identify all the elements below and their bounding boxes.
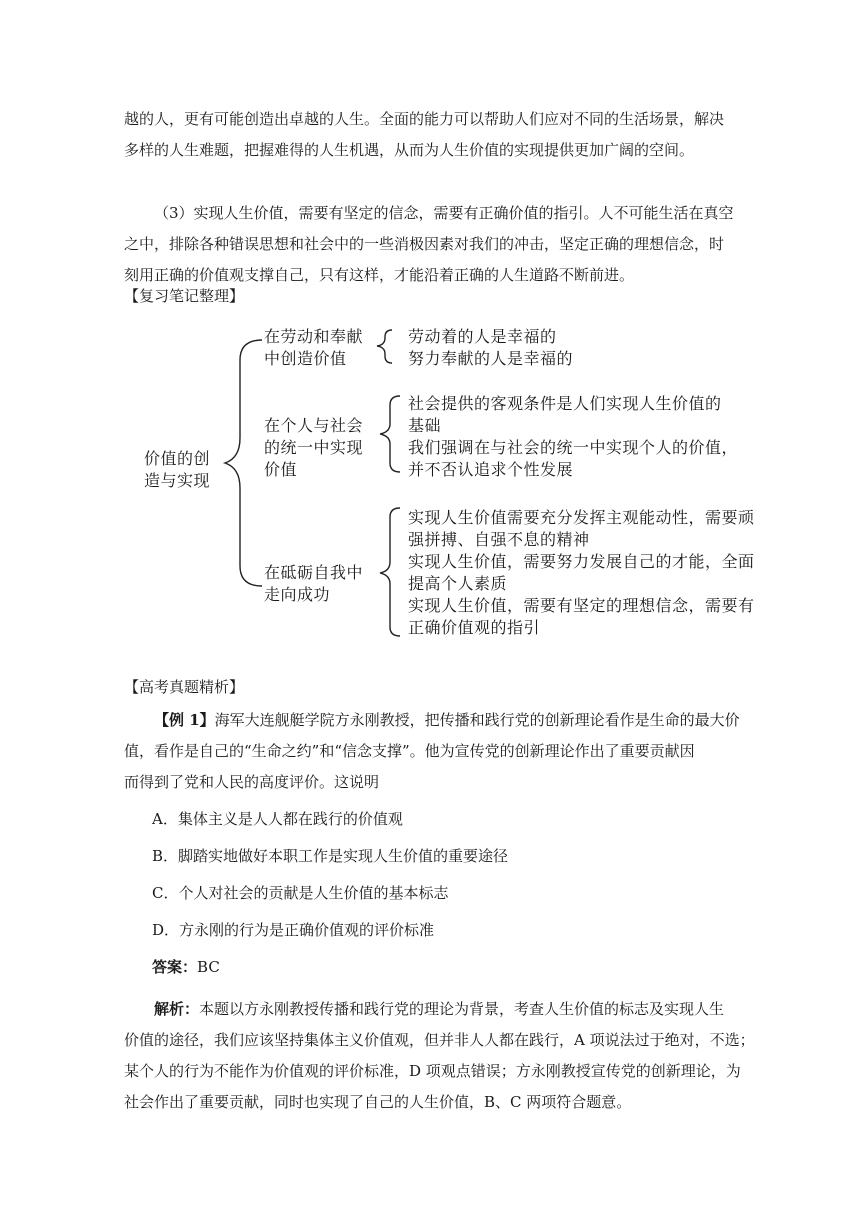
option-d: D．方永刚的行为是正确价值观的评价标准 [152, 921, 435, 939]
analysis-line: 价值的途径，我们应该坚持集体主义价值观，但并非人人都在践行，A 项说法过于绝对，不选； [124, 1031, 755, 1049]
intro-line: 多样的人生难题，把握难得的人生机遇，从而为人生价值的实现提供更加广阔的空间。 [124, 141, 695, 159]
intro-line: 越的人，更有可能创造出卓越的人生。全面的能力可以帮助人们应对不同的生活场景，解决 [124, 110, 725, 128]
mind-map-root: 价值的创 造与实现 [144, 449, 211, 490]
option-b: B．脚踏实地做好本职工作是实现人生价值的重要途径 [152, 847, 509, 865]
branch-2-items: 社会提供的客观条件是人们实现人生价值的 基础 我们强调在与社会的统一中实现个人的价值， 并不否认追求个性发展 [408, 394, 739, 479]
answer-label: 答案： [152, 958, 198, 976]
option-a: A．集体主义是人人都在践行的价值观 [152, 810, 403, 828]
question-line: 值，看作是自己的“生命之约”和“信念支撑”。他为宣传党的创新理论作出了重要贡献因 [124, 742, 695, 760]
point-3-line: 刻用正确的价值观支撑自己，只有这样，才能沿着正确的人生道路不断前进。 [124, 266, 635, 284]
answer-value: BC [197, 958, 220, 976]
analysis-line: 某个人的行为不能作为价值观的评价标准，D 项观点错误；方永刚教授宣传党的创新理论，为 [124, 1062, 741, 1080]
branch-2-brace [380, 396, 400, 472]
branch-3-label: 在砥砺自我中 走向成功 [264, 563, 364, 604]
analysis-line: 社会作出了重要贡献，同时也实现了自己的人生价值，B、C 两项符合题意。 [124, 1093, 632, 1111]
exam-heading: 【高考真题精析】 [124, 678, 245, 696]
example-question [124, 705, 744, 798]
point-3-line: 之中，排除各种错误思想和社会中的一些消极因素对我们的冲击，坚定正确的理想信念，时 [124, 235, 725, 253]
branch-3-brace [380, 508, 400, 636]
point-3-line: （3）实现人生价值，需要有坚定的信念，需要有正确价值的指引。人不可能生活在真空 [154, 204, 734, 222]
branch-2-label: 在个人与社会 的统一中实现 价值 [264, 416, 364, 479]
analysis-label: 解析： [154, 1000, 200, 1018]
branch-3-items: 实现人生价值需要充分发挥主观能动性，需要顽 强拼搏、自强不息的精神 实现人生价值，需要努力发展自己的才能，全面 提高个人素质 实现人生价值，需要有坚定的理想信念，需要有 正确价值观的指引 [408, 508, 755, 637]
branch-1-label: 在劳动和奉献 中创造价值 [264, 327, 364, 368]
answer-line [152, 956, 220, 977]
question-line: 【例 1】海军大连舰艇学院方永刚教授，把传播和践行党的创新理论看作是生命的最大价 [154, 711, 740, 729]
root-brace [225, 340, 262, 586]
example-tag: 【例 1】 [154, 711, 215, 729]
analysis-line: 解析：本题以方永刚教授传播和践行党的理论为背景，考查人生价值的标志及实现人生 [154, 1000, 725, 1018]
question-line: 而得到了党和人民的高度评价。这说明 [124, 773, 380, 791]
review-notes-heading: 【复习笔记整理】 [124, 287, 245, 305]
branch-1-items: 劳动着的人是幸福的 努力奉献的人是幸福的 [408, 327, 574, 368]
option-c: C．个人对社会的贡献是人生价值的基本标志 [152, 884, 449, 902]
branch-1-brace [377, 330, 392, 363]
analysis-paragraph [124, 994, 755, 1118]
